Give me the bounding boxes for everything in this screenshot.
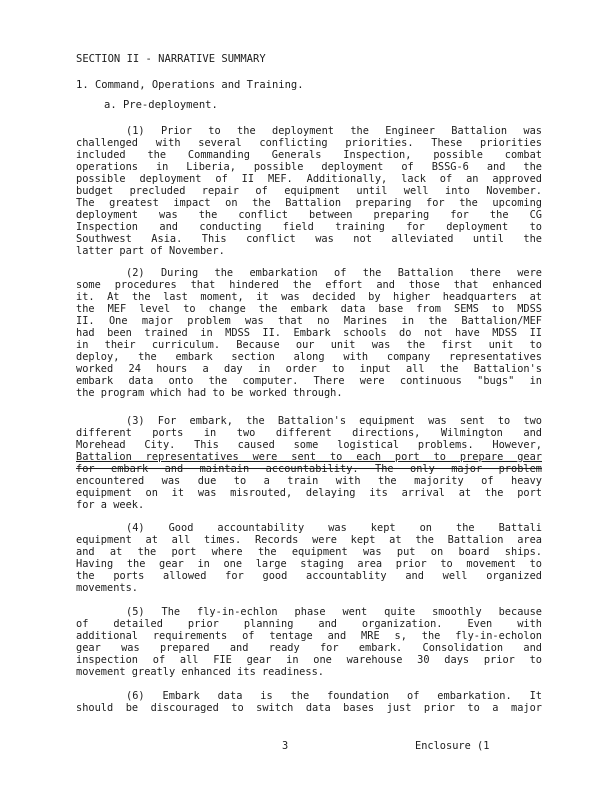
paragraph-line: the ports allowed for good accountablity and well organized xyxy=(76,570,542,582)
paragraph-line: of detailed prior planning and organization. Even with xyxy=(76,618,542,630)
paragraph-5 xyxy=(76,606,542,678)
paragraph-4 xyxy=(76,522,542,594)
paragraph-line: different ports in two different directions, Wilmington and xyxy=(76,427,542,439)
paragraph-line: should be discouraged to switch data bases just prior to a major xyxy=(76,702,542,714)
paragraph-6 xyxy=(76,690,542,714)
heading-pre-deployment: a. Pre-deployment. xyxy=(104,99,218,111)
paragraph-line: (6) Embark data is the foundation of embarkation. It xyxy=(126,690,542,702)
paragraph-line: movement greatly enhanced its readiness. xyxy=(76,666,324,678)
paragraph-line: inspection of all FIE gear in one warehouse 30 days prior to xyxy=(76,654,542,666)
paragraph-line: for embark and maintain accountability. The only major problem xyxy=(76,463,542,475)
paragraph-line: operations in Liberia, possible deployment of BSSG-6 and the xyxy=(76,161,542,173)
paragraph-line: (3) For embark, the Battalion's equipment was sent to two xyxy=(126,415,542,427)
paragraph-line: embark data onto the computer. There were continuous "bugs" in xyxy=(76,375,542,387)
paragraph-line: gear was prepared and ready for embark. Consolidation and xyxy=(76,642,542,654)
enclosure-label: Enclosure (1 xyxy=(415,740,490,752)
paragraph-line: challenged with several conflicting priorities. These priorities xyxy=(76,137,542,149)
paragraph-line: Southwest Asia. This conflict was not alleviated until the xyxy=(76,233,542,245)
paragraph-line: equipment at all times. Records were kept at the Battalion area xyxy=(76,534,542,546)
paragraph-line: II. One major problem was that no Marines in the Battalion/MEF xyxy=(76,315,542,327)
paragraph-line: (4) Good accountability was kept on the Battali xyxy=(126,522,542,534)
paragraph-line: worked 24 hours a day in order to input all the Battalion's xyxy=(76,363,542,375)
paragraph-3 xyxy=(76,415,542,511)
paragraph-line: (2) During the embarkation of the Battalion there were xyxy=(126,267,542,279)
paragraph-line: and at the port where the equipment was put on board ships. xyxy=(76,546,542,558)
paragraph-line: some procedures that hindered the effort and those that enhanced xyxy=(76,279,542,291)
section-title: SECTION II - NARRATIVE SUMMARY xyxy=(76,53,266,65)
page-number: 3 xyxy=(282,740,289,752)
paragraph-line: possible deployment of II MEF. Additionally, lack of an approved xyxy=(76,173,542,185)
paragraph-2 xyxy=(76,267,542,399)
paragraph-line: included the Commanding Generals Inspection, possible combat xyxy=(76,149,542,161)
paragraph-line: Battalion representatives were sent to each port to prepare gear xyxy=(76,451,542,463)
paragraph-line: deployment was the conflict between preparing for the CG xyxy=(76,209,542,221)
paragraph-line: Inspection and conducting field training for deployment to xyxy=(76,221,542,233)
paragraph-line: Having the gear in one large staging area prior to movement to xyxy=(76,558,542,570)
paragraph-line: had been trained in MDSS II. Embark schools do not have MDSS II xyxy=(76,327,542,339)
paragraph-line: (5) The fly-in-echlon phase went quite smoothly because xyxy=(126,606,542,618)
paragraph-line: (1) Prior to the deployment the Engineer Battalion was xyxy=(126,125,542,137)
paragraph-1 xyxy=(76,125,542,257)
paragraph-line: the MEF level to change the embark data base from SEMS to MDSS xyxy=(76,303,542,315)
paragraph-line: budget precluded repair of equipment until well into November. xyxy=(76,185,542,197)
paragraph-line: The greatest impact on the Battalion preparing for the upcoming xyxy=(76,197,542,209)
paragraph-line: movements. xyxy=(76,582,138,594)
paragraph-line: in their curriculum. Because our unit was the first unit to xyxy=(76,339,542,351)
paragraph-line: additional requirements of tentage and MRE s, the fly-in-echolon xyxy=(76,630,542,642)
paragraph-line: Morehead City. This caused some logistical problems. However, xyxy=(76,439,542,451)
heading-command-operations-training: 1. Command, Operations and Training. xyxy=(76,79,304,91)
paragraph-line: it. At the last moment, it was decided by higher headquarters at xyxy=(76,291,542,303)
paragraph-line: encountered was due to a train with the majority of heavy xyxy=(76,475,542,487)
paragraph-line: the program which had to be worked through. xyxy=(76,387,343,399)
paragraph-line: latter part of November. xyxy=(76,245,225,257)
paragraph-line: equipment on it was misrouted, delaying its arrival at the port xyxy=(76,487,542,499)
paragraph-line: for a week. xyxy=(76,499,145,511)
paragraph-line: deploy, the embark section along with company representatives xyxy=(76,351,542,363)
